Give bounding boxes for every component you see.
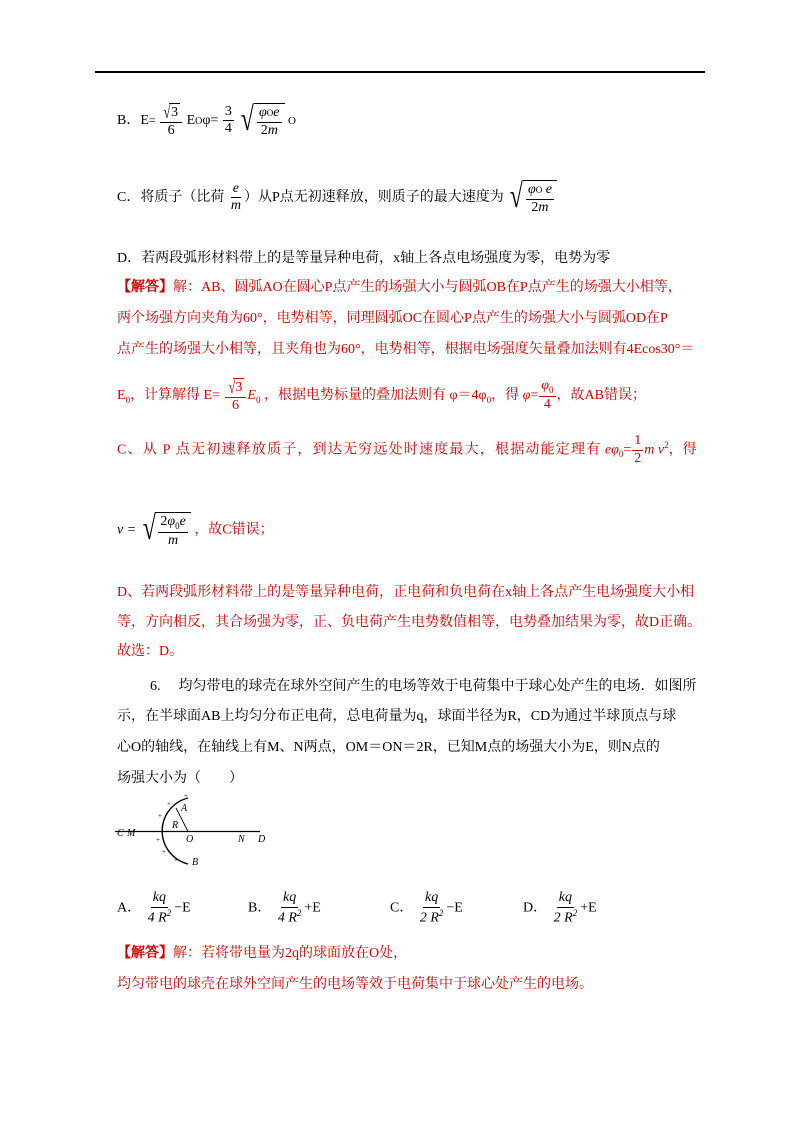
label-d: D bbox=[258, 834, 266, 845]
choice-a: A． $\frac{kq}{4 R^2}$ −E bbox=[117, 890, 191, 926]
answer5-line3: 点产生的场强大小相等，且夹角也为60°，电势相等，根据电场强度矢量叠加法则有4Ecos30°＝ bbox=[117, 342, 695, 357]
answer5-line7: D、若两段弧形材料带上的是等量异种电荷，正电荷和负电荷在x轴上各点产生电场强度大小相 bbox=[117, 585, 695, 600]
answer5-line5: C、从 P 点无初速释放质子，到达无穷远处时速度最大，根据动能定理有 $e\varphi_0=$ $\frac{1}{2}$ m $v^2$，得 bbox=[117, 433, 697, 466]
answer5-line9: 故选：D。 bbox=[117, 644, 184, 659]
label-o: O bbox=[186, 834, 194, 845]
answer6-line2: 均匀带电的球壳在球外空间产生的电场等效于电荷集中于球心处产生的电场。 bbox=[117, 977, 593, 992]
label-m: M bbox=[127, 828, 136, 839]
question6-line4: 场强大小为（ ） bbox=[117, 771, 243, 786]
choice-c: C． $\frac{kq}{2 R^2}$ −E bbox=[390, 890, 463, 926]
choice-b: B． $\frac{kq}{4 R^2}$ +E bbox=[248, 890, 321, 926]
answer5-line4: $E_0$，计算解得 E= √ 3 6 $E_0$ ，根据电势标量的叠加法则有 $\varphi=4\varphi_0$，得 φ= $\frac{\varphi_0}{4}$ ，故AB错误； bbox=[117, 377, 646, 413]
answer6-line1: 【解答】解：若将带电量为2q的球面放在O处， bbox=[117, 946, 408, 961]
plus-sign: + bbox=[158, 812, 162, 820]
plus-sign: + bbox=[156, 836, 160, 844]
plus-sign: + bbox=[184, 792, 188, 800]
answer5-line1: 【解答】解：AB、圆弧AO在圆心P点产生的场强大小与圆弧OB在P点产生的场强大小相等， bbox=[117, 280, 682, 295]
option-c: C．将质子（比荷 $\frac{e}{m}$ ）从P点无初速释放，则质子的最大速度为 √ $\frac{\text{φO e}}{2m}$ bbox=[117, 180, 557, 215]
label-c: C bbox=[117, 828, 124, 839]
option-d: D．若两段弧形材料带上的是等量异种电荷，x轴上各点电场强度为零，电势为零 bbox=[117, 251, 611, 266]
answer5-line8: 等，方向相反，其合场强为零，正、负电荷产生电势数值相等，电势叠加结果为零，故D正确。 bbox=[117, 615, 702, 630]
answer5-line6: v = √ $\frac{2\varphi_0e}{m}$ ，故C错误； bbox=[117, 510, 274, 549]
plus-sign: + bbox=[162, 848, 166, 856]
option-b: B．E= √ 3 6 EOφ= $\frac{3}{4}$ √ $\frac{\text{φOe}}{2m}$ O bbox=[117, 101, 296, 139]
plus-sign: + bbox=[167, 800, 171, 808]
header-rule bbox=[95, 71, 705, 73]
question6-line2: 示，在半球面AB上均匀分布正电荷，总电荷量为q，球面半径为R，CD为通过半球顶点与球 bbox=[117, 709, 677, 724]
answer5-line2: 两个场强方向夹角为60°，电势相等，同理圆弧OC在圆心P点产生的场强大小与圆弧OD在P bbox=[117, 311, 668, 326]
label-n: N bbox=[238, 834, 245, 845]
choice-d: D． $\frac{kq}{2 R^2}$ +E bbox=[523, 890, 597, 926]
label-b: B bbox=[192, 857, 199, 867]
question6-line3: 心O的轴线，在轴线上有M、N两点，OM＝ON＝2R，已知M点的场强大小为E，则N点的 bbox=[117, 740, 660, 755]
hemisphere-figure bbox=[110, 792, 275, 867]
plus-sign: + bbox=[174, 856, 178, 864]
question6-line1: 6. 均匀带电的球壳在球外空间产生的电场等效于电荷集中于球心处产生的电场．如图所 bbox=[150, 679, 697, 694]
label-a: A bbox=[181, 803, 188, 814]
label-r: R bbox=[172, 820, 179, 831]
